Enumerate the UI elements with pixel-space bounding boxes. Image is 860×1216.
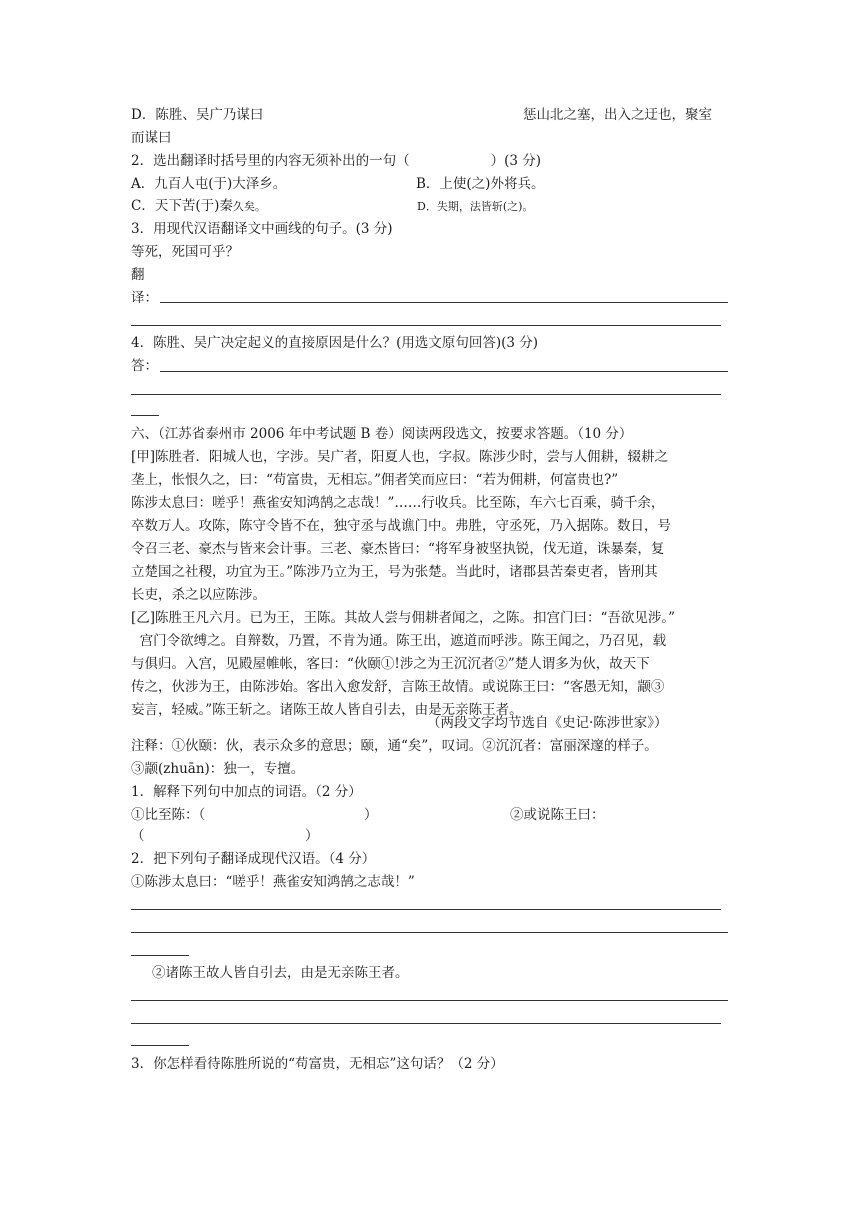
sq2-sentence-2: ②诸陈王故人皆自引去，由是无亲陈王者。: [152, 965, 409, 981]
sq2-2-answer-line-3[interactable]: [131, 1045, 189, 1046]
passage-a-line-5: 令召三老、豪杰与皆来会计事。三老、豪杰皆曰：“将军身被坚执锐，伐无道，诛暴秦，复: [131, 541, 665, 557]
sq1-item-a-left: ①比至陈：（: [131, 807, 206, 823]
note-line-2: ③颛(zhuān)：独一，专擅。: [131, 761, 305, 777]
option-d-left: D．陈胜、吴广乃谋曰: [131, 107, 264, 123]
source-citation: （两段文字均节选自《史记·陈涉世家》）: [427, 715, 668, 731]
sq2-1-answer-line-3[interactable]: [131, 955, 189, 956]
question-3: 3．用现代汉语翻译文中画线的句子。(3 分): [131, 221, 393, 237]
passage-a-line-7: 长吏，杀之以应陈涉。: [131, 587, 266, 603]
sq2-1-answer-line-1[interactable]: [131, 909, 721, 910]
q4-answer-line-1[interactable]: [160, 371, 728, 372]
q3-label-yi: 译：: [131, 290, 158, 306]
subquestion-3: 3．你怎样看待陈胜所说的“苟富贵，无相忘”这句话？（2 分）: [131, 1056, 504, 1072]
question-2: 2．选出翻译时括号里的内容无须补出的一句（ ）(3 分): [131, 153, 542, 169]
subquestion-2: 2．把下列句子翻译成现代汉语。（4 分）: [131, 851, 376, 867]
q3-answer-line-2[interactable]: [131, 325, 721, 326]
question-4: 4．陈胜、吴广决定起义的直接原因是什么？(用选文原句回答)(3 分): [131, 335, 539, 351]
subquestion-1: 1．解释下列句中加点的词语。（2 分）: [131, 784, 362, 800]
passage-b-line-5: 妄言，轻威。”陈王斩之。诸陈王故人皆自引去，由是无亲陈王者。: [131, 702, 523, 718]
note-line-1: 注释：①伙颐：伙，表示众多的意思；颐，通“矣”，叹词。②沉沉者：富丽深邃的样子。: [131, 738, 658, 754]
passage-a-line-6: 立楚国之社稷，功宜为王。”陈涉乃立为王，号为张楚。当此时，诸郡县苦秦吏者，皆刑其: [131, 564, 658, 580]
q2-option-d: D．失期，法皆斩(之)。: [417, 200, 534, 213]
sq1-item-b-open: （: [131, 828, 145, 844]
q3-answer-line-1[interactable]: [160, 302, 728, 303]
option-d-cont: 而谋曰: [131, 130, 172, 146]
q4-answer-line-3[interactable]: [131, 415, 159, 416]
passage-a-line-3: 陈涉太息曰：嗟乎！燕雀安知鸿鹄之志哉！”……行收兵。比至陈，车六七百乘，骑千余，: [131, 495, 665, 511]
sq2-2-answer-line-2[interactable]: [131, 1023, 721, 1024]
q3-label-fan: 翻: [131, 267, 145, 283]
q2-option-a: A．九百人屯(于)大泽乡。: [131, 176, 287, 192]
sq2-2-answer-line-1[interactable]: [131, 1000, 728, 1001]
passage-a-line-1: [甲]陈胜者．阳城人也，字涉。吴广者，阳夏人也，字叔。陈涉少时，尝与人佣耕，辍耕之: [131, 449, 669, 465]
sq1-item-a-right: ）: [364, 807, 378, 823]
sq1-item-b: ②或说陈王曰：: [510, 807, 605, 823]
q2-option-c-main: C．天下苦(于)秦: [131, 198, 233, 214]
passage-b-line-4: 传之，伙涉为王，由陈涉始。客出入愈发舒，言陈王故情。或说陈王曰：“客愚无知，颛③: [131, 679, 665, 695]
option-d-right: 惩山北之塞，出入之迂也，聚室: [523, 107, 712, 123]
sq2-sentence-1: ①陈涉太息曰：“嗟乎！燕雀安知鸿鹄之志哉！”: [131, 874, 415, 890]
q2-option-b: B．上使(之)外将兵。: [416, 176, 545, 192]
q4-answer-label: 答：: [131, 358, 158, 374]
q2-option-c-small: 久矣。: [232, 200, 266, 213]
q3-sentence: 等死，死国可乎？: [131, 244, 239, 260]
passage-a-line-4: 卒数万人。攻陈，陈守令皆不在，独守丞与战谯门中。弗胜，守丞死，乃入据陈。数日，号: [131, 518, 671, 534]
passage-b-line-1: [乙]陈胜王凡六月。已为王，王陈。其故人尝与佣耕者闻之，之陈。扣宫门曰：“吾欲见涉。”: [131, 610, 676, 626]
passage-a-line-2: 垄上，怅恨久之，曰：“苟富贵，无相忘。”佣者笑而应曰：“若为佣耕，何富贵也?”: [131, 472, 619, 488]
q2-option-c: [131, 196, 266, 217]
section-6-title: 六、（江苏省泰州市 2006 年中考试题 B 卷）阅读两段选文，按要求答题。（10 分）: [131, 426, 633, 442]
sq2-1-answer-line-2[interactable]: [131, 932, 728, 933]
passage-b-line-2: 宫门令欲缚之。自辩数，乃置，不肯为通。陈王出，遮道而呼涉。陈王闻之，乃召见，载: [131, 633, 667, 649]
sq1-item-b-close: ）: [305, 828, 319, 844]
passage-b-line-3: 与俱归。入宫，见殿屋帷帐，客曰：“伙颐①!涉之为王沉沉者②”楚人谓多为伙，故天下: [131, 656, 650, 672]
q4-answer-line-2[interactable]: [131, 394, 721, 395]
